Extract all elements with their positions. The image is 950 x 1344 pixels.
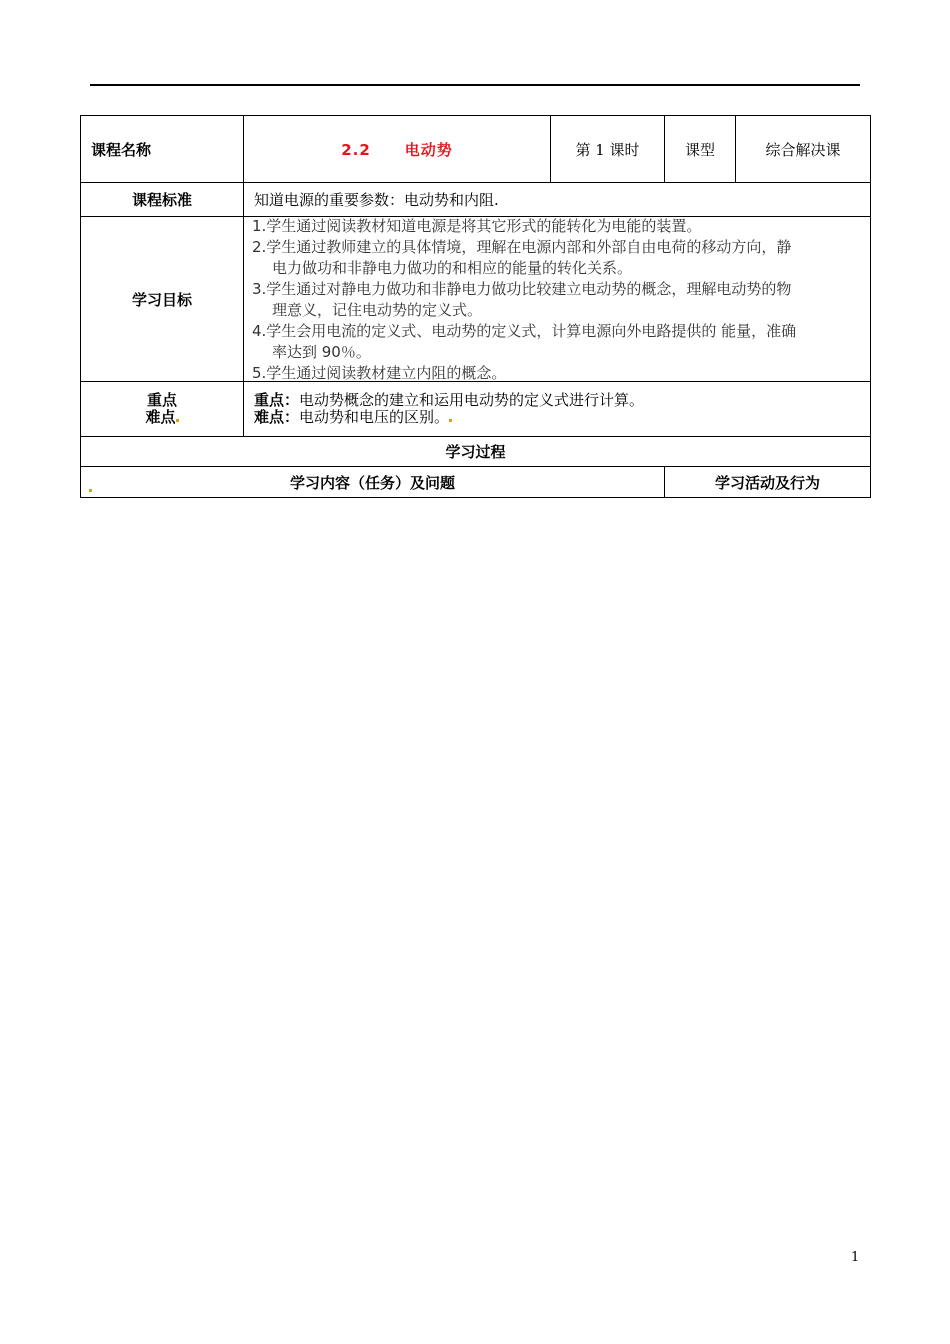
process-title-row <box>81 437 871 467</box>
type-label: 课型 <box>665 116 736 183</box>
process-content-label: 学习内容（任务）及问题 <box>289 473 455 492</box>
objective-line: 理意义，记住电动势的定义式。 <box>272 301 483 319</box>
objective-line: 1.学生通过阅读教材知道电源是将其它形式的能转化为电能的装置。 <box>252 217 702 235</box>
format-mark <box>176 419 179 422</box>
standard-text: 知道电源的重要参数：电动势和内阻. <box>244 183 871 217</box>
objective-line: 5.学生通过阅读教材建立内阻的概念。 <box>252 364 507 381</box>
period-cell: 第 1 课时 <box>551 116 665 183</box>
key-label: 重点 <box>146 391 177 409</box>
objectives-content <box>244 217 871 382</box>
lesson-title-text: 电动势 <box>404 140 453 159</box>
standard-label: 课程标准 <box>81 183 244 217</box>
process-title: 学习过程 <box>81 437 871 467</box>
format-mark <box>89 489 92 492</box>
objectives-list <box>252 217 860 381</box>
key-prefix: 重点： <box>254 391 300 409</box>
key-points-label <box>81 382 244 437</box>
objectives-row <box>81 217 871 382</box>
process-activity-header: 学习活动及行为 <box>665 467 871 498</box>
key-text: 电动势概念的建立和运用电动势的定义式进行计算。 <box>299 391 645 409</box>
process-header-row <box>81 467 871 498</box>
standard-row <box>81 183 871 217</box>
objective-line: 率达到 90％。 <box>272 343 371 361</box>
objectives-label: 学习目标 <box>81 217 244 382</box>
key-points-content <box>244 382 871 437</box>
objective-line: 4.学生会用电流的定义式、电动势的定义式，计算电源向外电路提供的 能量，准确 <box>252 322 797 340</box>
key-points-row <box>81 382 871 437</box>
course-header-row <box>81 116 871 183</box>
difficult-text: 电动势和电压的区别。 <box>299 408 450 426</box>
objective-line: 3.学生通过对静电力做功和非静电力做功比较建立电动势的概念，理解电动势的物 <box>252 280 792 298</box>
difficult-label: 难点 <box>145 408 176 426</box>
lesson-plan-table <box>80 115 871 498</box>
objective-line: 2.学生通过教师建立的具体情境，理解在电源内部和外部自由电荷的移动方向，静 <box>252 238 792 256</box>
header-rule <box>90 84 860 86</box>
page-number: 1 <box>851 1250 860 1265</box>
format-mark <box>449 419 452 422</box>
process-content-header <box>81 467 665 498</box>
lesson-title <box>244 116 551 183</box>
lesson-number: 2.2 <box>341 140 371 159</box>
type-value: 综合解决课 <box>736 116 871 183</box>
difficult-prefix: 难点： <box>254 408 300 426</box>
objective-line: 电力做功和非静电力做功的和相应的能量的转化关系。 <box>272 259 633 277</box>
course-name-label: 课程名称 <box>81 116 244 183</box>
